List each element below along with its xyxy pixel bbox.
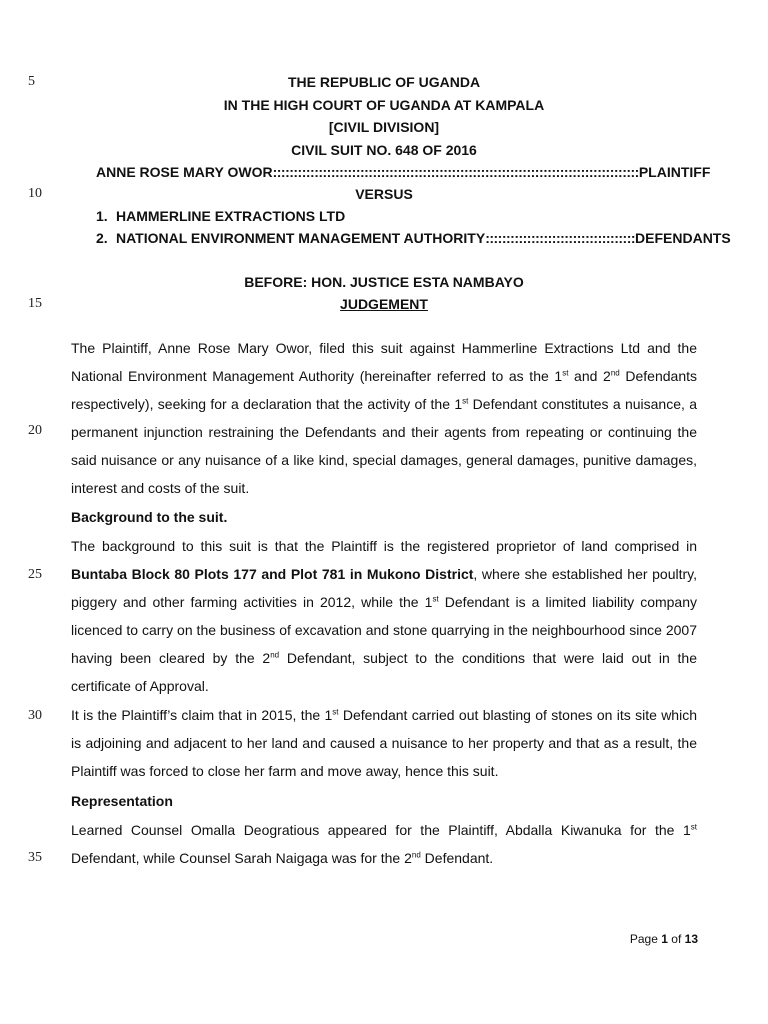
- text: Defendant, subject to the conditions that were laid out in the certificate of Approval.: [71, 650, 697, 694]
- text: and 2: [568, 368, 611, 384]
- superscript: st: [332, 707, 339, 717]
- header-court: IN THE HIGH COURT OF UGANDA AT KAMPALA: [223, 97, 545, 113]
- defendants-role: DEFENDANTS: [635, 230, 731, 246]
- defendant-line: [96, 230, 731, 246]
- plaintiff-role: PLAINTIFF: [638, 164, 711, 180]
- defendant-number: 2.: [96, 230, 108, 246]
- line-number: 20: [28, 423, 42, 438]
- header-suit-number: CIVIL SUIT NO. 648 OF 2016: [291, 142, 477, 158]
- defendant-number: 1.: [96, 208, 108, 224]
- header-division: [CIVIL DIVISION]: [328, 119, 440, 135]
- land-description: Buntaba Block 80 Plots 177 and Plot 781 in Mukono District: [71, 566, 474, 582]
- line-number: 25: [28, 567, 42, 582]
- line-number: 35: [28, 850, 42, 865]
- line-number: 30: [28, 708, 42, 723]
- paragraph-claim: [71, 701, 697, 785]
- text: Defendant is a limited liability company licenced to carry on the business of excavation and stone quarrying in the neighbourhood since 2007 having been cleared by the 2: [71, 594, 698, 666]
- superscript: st: [462, 396, 469, 406]
- before-justice: BEFORE: HON. JUSTICE ESTA NAMBAYO: [244, 274, 524, 290]
- paragraph-intro: [71, 334, 697, 502]
- versus: VERSUS: [355, 186, 413, 202]
- line-number: 5: [28, 74, 35, 89]
- text: The Plaintiff, Anne Rose Mary Owor, filed this suit against Hammerline Extractions Ltd and the National Environment Management Authority (hereinafter referred to as the 1: [71, 340, 697, 384]
- header-republic: THE REPUBLIC OF UGANDA: [287, 74, 481, 90]
- defendant-name: HAMMERLINE EXTRACTIONS LTD: [116, 208, 346, 224]
- judgement-title: JUDGEMENT: [340, 296, 428, 312]
- defendant-dots: ::::::::::::::::::::::::::::::::::::: [485, 230, 636, 246]
- paragraph-representation: [71, 816, 697, 872]
- superscript: nd: [610, 368, 620, 378]
- page-footer: [630, 932, 698, 946]
- line-number: 15: [28, 296, 42, 311]
- of-label: of: [671, 932, 682, 946]
- text: Defendants respectively), seeking for a declaration that the activity of the 1: [71, 368, 697, 412]
- defendant-name: NATIONAL ENVIRONMENT MANAGEMENT AUTHORITY: [116, 230, 486, 246]
- plaintiff-name: ANNE ROSE MARY OWOR: [96, 164, 273, 180]
- judgement-title-wrap: [70, 296, 698, 312]
- text: Learned Counsel Omalla Deogratious appeared for the Plaintiff, Abdalla Kiwanuka for the 1: [71, 822, 691, 838]
- line-number: 10: [28, 186, 42, 201]
- superscript: st: [690, 822, 697, 832]
- text: Defendant, while Counsel Sarah Naigaga was for the 2: [71, 850, 412, 866]
- background-heading: Background to the suit.: [71, 509, 228, 525]
- defendant-line: [96, 208, 698, 224]
- representation-heading: Representation: [71, 793, 173, 809]
- superscript: st: [432, 594, 439, 604]
- plaintiff-dots: ::::::::::::::::::::::::::::::::::::::::::::::::::::::::::::::::::::::::::::::::::::::::: [272, 164, 639, 180]
- text: Defendant.: [420, 850, 494, 866]
- current-page: 1: [661, 932, 668, 946]
- text: The background to this suit is that the Plaintiff is the registered proprietor of land comprised in: [71, 538, 697, 554]
- superscript: nd: [270, 650, 280, 660]
- paragraph-background: [71, 532, 697, 700]
- superscript: nd: [411, 850, 421, 860]
- page-label: Page: [629, 932, 658, 946]
- plaintiff-line: [96, 164, 711, 180]
- text: , where she established her poultry, piggery and other farming activities in 2012, while the 1: [71, 566, 697, 610]
- total-pages: 13: [684, 932, 698, 946]
- text: It is the Plaintiff’s claim that in 2015, the 1: [71, 707, 333, 723]
- text: Defendant carried out blasting of stones on its site which is adjoining and adjacent to her land and caused a nuisance to her property and that as a result, the Plaintiff was forced to close her farm and move away, hence this suit.: [71, 707, 697, 779]
- text: Defendant constitutes a nuisance, a permanent injunction restraining the Defendants and their agents from repeating or continuing the said nuisance or any nuisance of a like kind, special damages, general damages, punitive damages, interest and costs of the suit.: [71, 396, 697, 496]
- superscript: st: [562, 368, 569, 378]
